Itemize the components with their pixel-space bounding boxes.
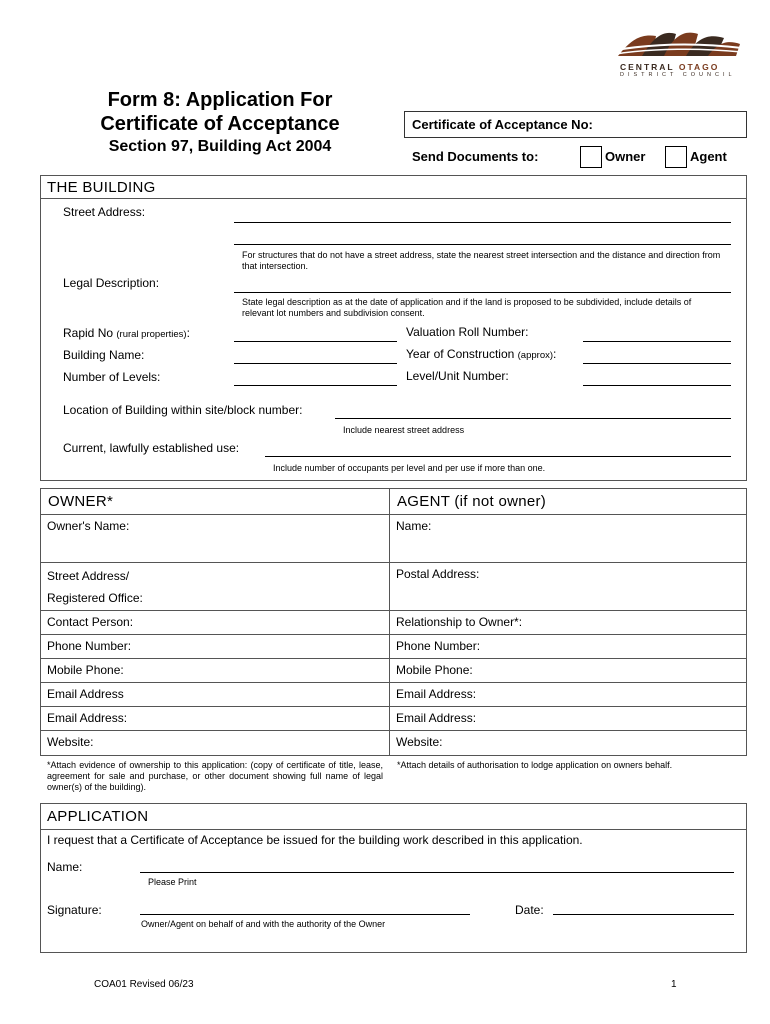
building-section-title: THE BUILDING — [47, 179, 156, 196]
agent-name-field[interactable] — [389, 514, 747, 563]
agent-relationship-label: Relationship to Owner*: — [396, 615, 523, 629]
number-of-levels-line[interactable] — [234, 385, 397, 386]
applicant-name-line[interactable] — [140, 872, 734, 873]
legal-description-note: State legal description as at the date of application and if the land is proposed to be subdivided, include details of relevant lot numbers and subdivision consent. — [242, 297, 692, 318]
owner-email-label-2: Email Address: — [47, 711, 128, 725]
location-note: Include nearest street address — [343, 425, 465, 435]
application-section-title: APPLICATION — [47, 808, 149, 825]
owner-name-field[interactable] — [40, 514, 390, 563]
form-title — [70, 88, 370, 158]
location-line[interactable] — [335, 418, 731, 419]
council-logo — [612, 26, 744, 82]
agent-website-label: Website: — [396, 735, 443, 749]
year-construction-line[interactable] — [583, 363, 731, 364]
logo-subtitle: DISTRICT COUNCIL — [620, 72, 736, 78]
signature-label: Signature: — [47, 903, 102, 917]
applicant-name-label: Name: — [47, 860, 83, 874]
building-name-label: Building Name: — [63, 348, 145, 362]
signature-line[interactable] — [140, 914, 470, 915]
owner-registered-office-label: Registered Office: — [47, 591, 143, 605]
year-construction-label: Year of Construction (approx): — [406, 347, 557, 361]
agent-option-label: Agent — [690, 149, 727, 164]
date-line[interactable] — [553, 914, 734, 915]
owner-email-field-1[interactable] — [40, 682, 390, 707]
number-of-levels-label: Number of Levels: — [63, 370, 161, 384]
owner-phone-field[interactable] — [40, 634, 390, 659]
agent-postal-address-label: Postal Address: — [396, 567, 480, 581]
rapid-no-text: Rapid No — [63, 326, 114, 340]
rapid-no-label: Rapid No (rural properties): — [63, 326, 190, 340]
agent-website-field[interactable] — [389, 730, 747, 756]
year-construction-suffix: (approx) — [517, 350, 554, 361]
agent-email-label-2: Email Address: — [396, 711, 477, 725]
agent-mobile-label: Mobile Phone: — [396, 663, 473, 677]
owner-contact-person-field[interactable] — [40, 610, 390, 635]
page-number: 1 — [671, 979, 677, 990]
owner-website-field[interactable] — [40, 730, 390, 756]
rapid-no-line[interactable] — [234, 341, 397, 342]
agent-section-title: AGENT (if not owner) — [389, 488, 747, 515]
street-address-line-1[interactable] — [234, 222, 731, 223]
mountain-logo-icon — [612, 26, 744, 62]
title-line-1: Form 8: Application For — [107, 89, 333, 111]
owner-section-title: OWNER* — [40, 488, 390, 515]
revision-text: COA01 Revised 06/23 — [94, 979, 194, 990]
owner-street-address-label: Street Address/ — [47, 569, 130, 583]
owner-name-label: Owner's Name: — [47, 519, 130, 533]
owner-mobile-label: Mobile Phone: — [47, 663, 124, 677]
level-unit-line[interactable] — [583, 385, 731, 386]
street-address-line-2[interactable] — [234, 244, 731, 245]
agent-postal-address-field[interactable] — [389, 562, 747, 611]
valuation-roll-label: Valuation Roll Number: — [406, 325, 529, 339]
rapid-no-suffix: (rural properties) — [116, 329, 187, 340]
logo-word-otago: OTAGO — [678, 62, 720, 72]
date-label: Date: — [515, 903, 544, 917]
agent-relationship-field[interactable] — [389, 610, 747, 635]
agent-mobile-field[interactable] — [389, 658, 747, 683]
current-use-line[interactable] — [265, 456, 731, 457]
current-use-note: Include number of occupants per level and per use if more than one. — [273, 463, 546, 473]
agent-phone-field[interactable] — [389, 634, 747, 659]
valuation-roll-line[interactable] — [583, 341, 731, 342]
agent-checkbox[interactable] — [665, 146, 687, 168]
agent-phone-label: Phone Number: — [396, 639, 481, 653]
owner-contact-person-label: Contact Person: — [47, 615, 134, 629]
level-unit-label: Level/Unit Number: — [406, 369, 509, 383]
agent-email-label-1: Email Address: — [396, 687, 477, 701]
owner-mobile-field[interactable] — [40, 658, 390, 683]
owner-phone-label: Phone Number: — [47, 639, 132, 653]
legal-description-line[interactable] — [234, 292, 731, 293]
owner-email-label-1: Email Address — [47, 687, 124, 701]
owner-website-label: Website: — [47, 735, 94, 749]
signature-note: Owner/Agent on behalf of and with the authority of the Owner — [141, 919, 386, 929]
application-request-text: I request that a Certificate of Acceptance be issued for the building work described in this application. — [47, 833, 583, 847]
send-documents-label: Send Documents to: — [412, 149, 539, 164]
owner-checkbox[interactable] — [580, 146, 602, 168]
agent-name-label: Name: — [396, 519, 432, 533]
coa-number-label: Certificate of Acceptance No: — [412, 117, 593, 132]
street-address-label: Street Address: — [63, 205, 146, 219]
owner-footnote: *Attach evidence of ownership to this application: (copy of certificate of title, lease, agreement for sale and purchase, or other document showing full name of legal owner(s) of the building). — [47, 760, 383, 792]
building-name-line[interactable] — [234, 363, 397, 364]
logo-word-central: CENTRAL — [620, 62, 675, 72]
street-address-note: For structures that do not have a street address, state the nearest street intersection and the distance and direction from that intersection. — [242, 250, 721, 271]
year-construction-text: Year of Construction — [406, 347, 515, 361]
owner-email-field-2[interactable] — [40, 706, 390, 731]
agent-footnote: *Attach details of authorisation to lodge application on owners behalf. — [397, 760, 673, 770]
title-line-3: Section 97, Building Act 2004 — [108, 138, 332, 155]
legal-description-label: Legal Description: — [63, 276, 160, 290]
current-use-label: Current, lawfully established use: — [63, 441, 240, 455]
agent-email-field-1[interactable] — [389, 682, 747, 707]
owner-option-label: Owner — [605, 149, 646, 164]
title-line-2: Certificate of Acceptance — [100, 113, 340, 135]
coa-number-box[interactable] — [404, 111, 747, 138]
owner-street-address-field[interactable] — [40, 562, 390, 611]
location-label: Location of Building within site/block number: — [63, 403, 303, 417]
please-print-note: Please Print — [148, 877, 197, 887]
agent-email-field-2[interactable] — [389, 706, 747, 731]
